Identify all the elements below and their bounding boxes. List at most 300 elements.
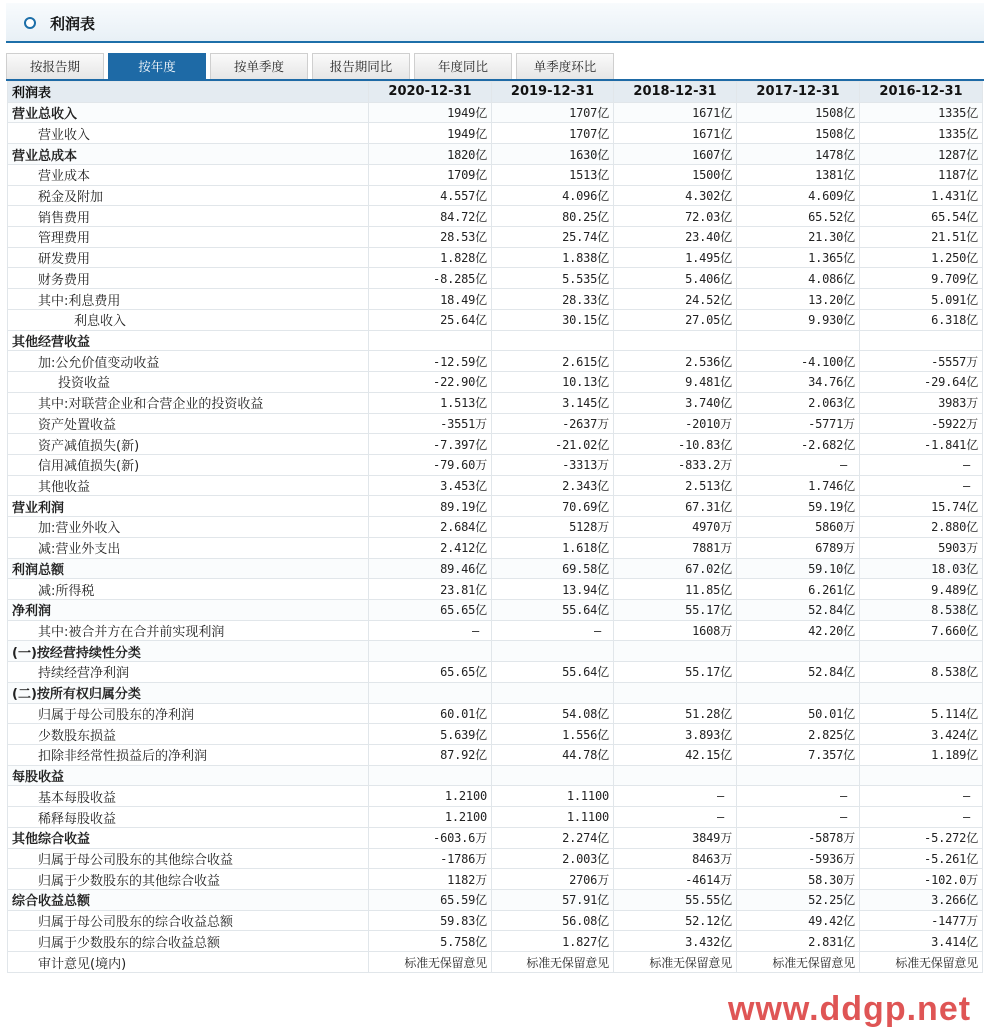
value-cell: 1.365亿 bbox=[737, 247, 860, 268]
row-label: 减:所得税 bbox=[8, 579, 369, 600]
table-row bbox=[8, 392, 983, 413]
table-row bbox=[8, 703, 983, 724]
value-cell: -833.2万 bbox=[614, 454, 737, 475]
value-cell: -5557万 bbox=[860, 351, 983, 372]
value-cell: 89.19亿 bbox=[369, 496, 492, 517]
row-label: 其中:对联营企业和合营企业的投资收益 bbox=[8, 392, 369, 413]
row-label: 基本每股收益 bbox=[8, 786, 369, 807]
row-label: 净利润 bbox=[8, 599, 369, 620]
row-label: 信用减值损失(新) bbox=[8, 454, 369, 475]
value-cell: 1.431亿 bbox=[860, 185, 983, 206]
value-cell: 34.76亿 bbox=[737, 372, 860, 393]
value-cell: 2.003亿 bbox=[492, 848, 614, 869]
value-cell: 67.31亿 bbox=[614, 496, 737, 517]
table-row bbox=[8, 745, 983, 766]
value-cell: 58.30万 bbox=[737, 869, 860, 890]
value-cell: — bbox=[614, 786, 737, 807]
value-cell: 6789万 bbox=[737, 537, 860, 558]
value-cell: 1182万 bbox=[369, 869, 492, 890]
value-cell: 42.15亿 bbox=[614, 745, 737, 766]
value-cell: 1478亿 bbox=[737, 144, 860, 165]
value-cell: 4.302亿 bbox=[614, 185, 737, 206]
value-cell: 55.55亿 bbox=[614, 890, 737, 911]
value-cell: 13.20亿 bbox=[737, 289, 860, 310]
table-row bbox=[8, 102, 983, 123]
table-header-row bbox=[8, 82, 983, 103]
value-cell: 1508亿 bbox=[737, 123, 860, 144]
row-label: 财务费用 bbox=[8, 268, 369, 289]
table-row bbox=[8, 227, 983, 248]
value-cell: -4.100亿 bbox=[737, 351, 860, 372]
value-cell: 87.92亿 bbox=[369, 745, 492, 766]
header-date-cell: 2016-12-31 bbox=[860, 82, 983, 103]
value-cell: 1630亿 bbox=[492, 144, 614, 165]
value-cell: — bbox=[737, 786, 860, 807]
value-cell: 67.02亿 bbox=[614, 558, 737, 579]
value-cell: 30.15亿 bbox=[492, 309, 614, 330]
value-cell: 4.609亿 bbox=[737, 185, 860, 206]
table-row bbox=[8, 164, 983, 185]
row-label: (二)按所有权归属分类 bbox=[8, 682, 369, 703]
value-cell: 1.250亿 bbox=[860, 247, 983, 268]
value-cell: 标准无保留意见 bbox=[737, 952, 860, 973]
tab-1[interactable]: 按报告期 bbox=[6, 53, 104, 79]
watermark: www.ddgp.net bbox=[728, 990, 972, 1028]
row-label: 归属于母公司股东的其他综合收益 bbox=[8, 848, 369, 869]
value-cell: 1671亿 bbox=[614, 102, 737, 123]
table-row bbox=[8, 496, 983, 517]
value-cell: 51.28亿 bbox=[614, 703, 737, 724]
header-date-cell: 2020-12-31 bbox=[369, 82, 492, 103]
value-cell: 1.1100 bbox=[492, 807, 614, 828]
value-cell: 44.78亿 bbox=[492, 745, 614, 766]
value-cell: — bbox=[860, 475, 983, 496]
value-cell: 59.10亿 bbox=[737, 558, 860, 579]
value-cell: 59.83亿 bbox=[369, 910, 492, 931]
value-cell: -79.60万 bbox=[369, 454, 492, 475]
table-row bbox=[8, 931, 983, 952]
table-row bbox=[8, 289, 983, 310]
value-cell: 1.827亿 bbox=[492, 931, 614, 952]
value-cell: 3983万 bbox=[860, 392, 983, 413]
value-cell: 10.13亿 bbox=[492, 372, 614, 393]
value-cell bbox=[737, 765, 860, 786]
value-cell: 18.03亿 bbox=[860, 558, 983, 579]
table-row bbox=[8, 662, 983, 683]
value-cell: — bbox=[737, 454, 860, 475]
row-label: 稀释每股收益 bbox=[8, 807, 369, 828]
tab-3[interactable]: 按单季度 bbox=[210, 53, 308, 79]
value-cell: 2706万 bbox=[492, 869, 614, 890]
value-cell: -29.64亿 bbox=[860, 372, 983, 393]
value-cell: 9.930亿 bbox=[737, 309, 860, 330]
value-cell: 70.69亿 bbox=[492, 496, 614, 517]
table-row bbox=[8, 454, 983, 475]
value-cell: 5860万 bbox=[737, 517, 860, 538]
value-cell bbox=[614, 641, 737, 662]
value-cell: 57.91亿 bbox=[492, 890, 614, 911]
value-cell: — bbox=[369, 620, 492, 641]
value-cell: 1.513亿 bbox=[369, 392, 492, 413]
value-cell: 1.618亿 bbox=[492, 537, 614, 558]
table-row bbox=[8, 620, 983, 641]
row-label: 税金及附加 bbox=[8, 185, 369, 206]
value-cell: -2010万 bbox=[614, 413, 737, 434]
value-cell: -10.83亿 bbox=[614, 434, 737, 455]
value-cell: 2.684亿 bbox=[369, 517, 492, 538]
value-cell bbox=[492, 641, 614, 662]
value-cell: 1381亿 bbox=[737, 164, 860, 185]
value-cell: -5771万 bbox=[737, 413, 860, 434]
value-cell: 1709亿 bbox=[369, 164, 492, 185]
row-label: (一)按经营持续性分类 bbox=[8, 641, 369, 662]
row-label: 营业利润 bbox=[8, 496, 369, 517]
value-cell bbox=[737, 330, 860, 351]
table-row bbox=[8, 827, 983, 848]
table-row bbox=[8, 910, 983, 931]
value-cell: 1.838亿 bbox=[492, 247, 614, 268]
row-label: 营业成本 bbox=[8, 164, 369, 185]
value-cell: 1.2100 bbox=[369, 786, 492, 807]
table-row bbox=[8, 641, 983, 662]
row-label: 归属于母公司股东的综合收益总额 bbox=[8, 910, 369, 931]
value-cell: 4.557亿 bbox=[369, 185, 492, 206]
value-cell: 49.42亿 bbox=[737, 910, 860, 931]
value-cell bbox=[860, 641, 983, 662]
value-cell: 1.495亿 bbox=[614, 247, 737, 268]
value-cell: 标准无保留意见 bbox=[492, 952, 614, 973]
row-label: 研发费用 bbox=[8, 247, 369, 268]
value-cell: 55.17亿 bbox=[614, 599, 737, 620]
value-cell: -8.285亿 bbox=[369, 268, 492, 289]
value-cell: 标准无保留意见 bbox=[614, 952, 737, 973]
value-cell: 2.412亿 bbox=[369, 537, 492, 558]
value-cell bbox=[369, 765, 492, 786]
value-cell: -4614万 bbox=[614, 869, 737, 890]
value-cell: 2.831亿 bbox=[737, 931, 860, 952]
value-cell: 6.318亿 bbox=[860, 309, 983, 330]
tab-4[interactable]: 报告期同比 bbox=[312, 53, 410, 79]
row-label: 减:营业外支出 bbox=[8, 537, 369, 558]
value-cell: 4.096亿 bbox=[492, 185, 614, 206]
value-cell: 52.84亿 bbox=[737, 599, 860, 620]
value-cell: — bbox=[860, 454, 983, 475]
value-cell: 50.01亿 bbox=[737, 703, 860, 724]
value-cell: -5878万 bbox=[737, 827, 860, 848]
value-cell: 55.64亿 bbox=[492, 662, 614, 683]
value-cell: 1820亿 bbox=[369, 144, 492, 165]
row-label: 少数股东损益 bbox=[8, 724, 369, 745]
table-row bbox=[8, 206, 983, 227]
value-cell: -1786万 bbox=[369, 848, 492, 869]
table-row bbox=[8, 351, 983, 372]
value-cell bbox=[492, 682, 614, 703]
value-cell: 1187亿 bbox=[860, 164, 983, 185]
value-cell: 27.05亿 bbox=[614, 309, 737, 330]
value-cell: 1508亿 bbox=[737, 102, 860, 123]
value-cell: 54.08亿 bbox=[492, 703, 614, 724]
row-label: 加:营业外收入 bbox=[8, 517, 369, 538]
table-row bbox=[8, 869, 983, 890]
value-cell: 80.25亿 bbox=[492, 206, 614, 227]
value-cell bbox=[614, 765, 737, 786]
value-cell: -603.6万 bbox=[369, 827, 492, 848]
table-row bbox=[8, 475, 983, 496]
value-cell: 9.489亿 bbox=[860, 579, 983, 600]
value-cell: 标准无保留意见 bbox=[369, 952, 492, 973]
value-cell: 1607亿 bbox=[614, 144, 737, 165]
table-row bbox=[8, 123, 983, 144]
value-cell: -12.59亿 bbox=[369, 351, 492, 372]
value-cell: 1707亿 bbox=[492, 123, 614, 144]
value-cell: 25.74亿 bbox=[492, 227, 614, 248]
value-cell: 1949亿 bbox=[369, 123, 492, 144]
table-row bbox=[8, 599, 983, 620]
value-cell: 标准无保留意见 bbox=[860, 952, 983, 973]
value-cell: -7.397亿 bbox=[369, 434, 492, 455]
value-cell: 6.261亿 bbox=[737, 579, 860, 600]
value-cell: 5.406亿 bbox=[614, 268, 737, 289]
value-cell: 1335亿 bbox=[860, 102, 983, 123]
value-cell: -21.02亿 bbox=[492, 434, 614, 455]
value-cell: 60.01亿 bbox=[369, 703, 492, 724]
value-cell: 3.414亿 bbox=[860, 931, 983, 952]
row-label: 每股收益 bbox=[8, 765, 369, 786]
table-row bbox=[8, 434, 983, 455]
table-row bbox=[8, 413, 983, 434]
value-cell: 13.94亿 bbox=[492, 579, 614, 600]
income-statement-table bbox=[7, 81, 983, 973]
row-label: 资产减值损失(新) bbox=[8, 434, 369, 455]
row-label: 综合收益总额 bbox=[8, 890, 369, 911]
row-label: 营业总收入 bbox=[8, 102, 369, 123]
row-label: 其他收益 bbox=[8, 475, 369, 496]
value-cell bbox=[860, 330, 983, 351]
value-cell: -5936万 bbox=[737, 848, 860, 869]
table-row bbox=[8, 848, 983, 869]
value-cell: 1.746亿 bbox=[737, 475, 860, 496]
value-cell: 1671亿 bbox=[614, 123, 737, 144]
value-cell: -22.90亿 bbox=[369, 372, 492, 393]
row-label: 其他综合收益 bbox=[8, 827, 369, 848]
value-cell: 18.49亿 bbox=[369, 289, 492, 310]
table-row bbox=[8, 558, 983, 579]
value-cell: 42.20亿 bbox=[737, 620, 860, 641]
value-cell: 56.08亿 bbox=[492, 910, 614, 931]
tab-5[interactable]: 年度同比 bbox=[414, 53, 512, 79]
value-cell: — bbox=[860, 807, 983, 828]
table-row bbox=[8, 185, 983, 206]
value-cell: 55.64亿 bbox=[492, 599, 614, 620]
value-cell: 9.481亿 bbox=[614, 372, 737, 393]
table-row bbox=[8, 537, 983, 558]
value-cell: — bbox=[492, 620, 614, 641]
table-row bbox=[8, 724, 983, 745]
row-label: 归属于少数股东的其他综合收益 bbox=[8, 869, 369, 890]
table-row bbox=[8, 890, 983, 911]
value-cell bbox=[492, 330, 614, 351]
value-cell: 65.59亿 bbox=[369, 890, 492, 911]
row-label: 资产处置收益 bbox=[8, 413, 369, 434]
value-cell: 1335亿 bbox=[860, 123, 983, 144]
table-row bbox=[8, 952, 983, 973]
value-cell: 3.453亿 bbox=[369, 475, 492, 496]
value-cell: 59.19亿 bbox=[737, 496, 860, 517]
row-label: 营业收入 bbox=[8, 123, 369, 144]
value-cell: -5922万 bbox=[860, 413, 983, 434]
value-cell: 69.58亿 bbox=[492, 558, 614, 579]
row-label: 归属于少数股东的综合收益总额 bbox=[8, 931, 369, 952]
value-cell: 2.343亿 bbox=[492, 475, 614, 496]
tab-2[interactable]: 按年度 bbox=[108, 53, 206, 79]
value-cell: 7.357亿 bbox=[737, 745, 860, 766]
row-label: 其他经营收益 bbox=[8, 330, 369, 351]
value-cell: 65.65亿 bbox=[369, 599, 492, 620]
table-row bbox=[8, 309, 983, 330]
value-cell: 8463万 bbox=[614, 848, 737, 869]
value-cell: 5.535亿 bbox=[492, 268, 614, 289]
value-cell bbox=[737, 682, 860, 703]
value-cell: 7.660亿 bbox=[860, 620, 983, 641]
table-row bbox=[8, 807, 983, 828]
value-cell: 25.64亿 bbox=[369, 309, 492, 330]
value-cell: 65.52亿 bbox=[737, 206, 860, 227]
table-row bbox=[8, 268, 983, 289]
value-cell bbox=[860, 682, 983, 703]
value-cell bbox=[369, 682, 492, 703]
value-cell: 11.85亿 bbox=[614, 579, 737, 600]
value-cell: 1500亿 bbox=[614, 164, 737, 185]
value-cell: 2.536亿 bbox=[614, 351, 737, 372]
value-cell: 5903万 bbox=[860, 537, 983, 558]
value-cell bbox=[737, 641, 860, 662]
row-label: 营业总成本 bbox=[8, 144, 369, 165]
value-cell: 28.33亿 bbox=[492, 289, 614, 310]
value-cell: 1.1100 bbox=[492, 786, 614, 807]
row-label: 其中:被合并方在合并前实现利润 bbox=[8, 620, 369, 641]
value-cell: 4.086亿 bbox=[737, 268, 860, 289]
table-row bbox=[8, 786, 983, 807]
value-cell: -5.261亿 bbox=[860, 848, 983, 869]
row-label: 管理费用 bbox=[8, 227, 369, 248]
row-label: 销售费用 bbox=[8, 206, 369, 227]
value-cell: 8.538亿 bbox=[860, 599, 983, 620]
value-cell: 65.65亿 bbox=[369, 662, 492, 683]
value-cell: 3.424亿 bbox=[860, 724, 983, 745]
value-cell: — bbox=[860, 786, 983, 807]
value-cell: -2.682亿 bbox=[737, 434, 860, 455]
value-cell: 21.30亿 bbox=[737, 227, 860, 248]
value-cell: 2.063亿 bbox=[737, 392, 860, 413]
row-label: 扣除非经常性损益后的净利润 bbox=[8, 745, 369, 766]
row-label: 加:公允价值变动收益 bbox=[8, 351, 369, 372]
value-cell: 55.17亿 bbox=[614, 662, 737, 683]
value-cell: 1608万 bbox=[614, 620, 737, 641]
value-cell: 2.615亿 bbox=[492, 351, 614, 372]
value-cell: -3551万 bbox=[369, 413, 492, 434]
row-label: 归属于母公司股东的净利润 bbox=[8, 703, 369, 724]
value-cell: — bbox=[614, 807, 737, 828]
value-cell: 3.432亿 bbox=[614, 931, 737, 952]
row-label: 投资收益 bbox=[8, 372, 369, 393]
value-cell: 5.091亿 bbox=[860, 289, 983, 310]
value-cell: 3.740亿 bbox=[614, 392, 737, 413]
value-cell: 5128万 bbox=[492, 517, 614, 538]
page-title: 利润表 bbox=[50, 15, 96, 33]
value-cell: 72.03亿 bbox=[614, 206, 737, 227]
value-cell: 3.893亿 bbox=[614, 724, 737, 745]
row-label: 利润总额 bbox=[8, 558, 369, 579]
value-cell: 1.556亿 bbox=[492, 724, 614, 745]
value-cell: 1513亿 bbox=[492, 164, 614, 185]
table-row bbox=[8, 517, 983, 538]
value-cell: 2.513亿 bbox=[614, 475, 737, 496]
value-cell: 9.709亿 bbox=[860, 268, 983, 289]
tab-6[interactable]: 单季度环比 bbox=[516, 53, 614, 79]
value-cell: 3.145亿 bbox=[492, 392, 614, 413]
value-cell: -102.0万 bbox=[860, 869, 983, 890]
value-cell: 5.639亿 bbox=[369, 724, 492, 745]
row-label: 持续经营净利润 bbox=[8, 662, 369, 683]
value-cell: 2.880亿 bbox=[860, 517, 983, 538]
header-date-cell: 2017-12-31 bbox=[737, 82, 860, 103]
value-cell: 15.74亿 bbox=[860, 496, 983, 517]
value-cell: 1287亿 bbox=[860, 144, 983, 165]
value-cell: -1.841亿 bbox=[860, 434, 983, 455]
table-row bbox=[8, 682, 983, 703]
value-cell: -1477万 bbox=[860, 910, 983, 931]
value-cell: 52.25亿 bbox=[737, 890, 860, 911]
value-cell bbox=[369, 330, 492, 351]
value-cell: 84.72亿 bbox=[369, 206, 492, 227]
value-cell: 5.758亿 bbox=[369, 931, 492, 952]
value-cell bbox=[614, 330, 737, 351]
value-cell: 52.84亿 bbox=[737, 662, 860, 683]
table-row bbox=[8, 247, 983, 268]
row-label: 审计意见(境内) bbox=[8, 952, 369, 973]
circle-bullet-icon bbox=[24, 17, 36, 29]
header-date-cell: 2018-12-31 bbox=[614, 82, 737, 103]
value-cell bbox=[860, 765, 983, 786]
value-cell: 5.114亿 bbox=[860, 703, 983, 724]
value-cell: 4970万 bbox=[614, 517, 737, 538]
header-date-cell: 2019-12-31 bbox=[492, 82, 614, 103]
value-cell bbox=[614, 682, 737, 703]
value-cell: 8.538亿 bbox=[860, 662, 983, 683]
value-cell: 1707亿 bbox=[492, 102, 614, 123]
value-cell: 21.51亿 bbox=[860, 227, 983, 248]
table-row bbox=[8, 144, 983, 165]
value-cell: 65.54亿 bbox=[860, 206, 983, 227]
value-cell: 1.2100 bbox=[369, 807, 492, 828]
value-cell: 2.825亿 bbox=[737, 724, 860, 745]
row-label: 其中:利息费用 bbox=[8, 289, 369, 310]
value-cell: -2637万 bbox=[492, 413, 614, 434]
value-cell: 23.40亿 bbox=[614, 227, 737, 248]
value-cell bbox=[492, 765, 614, 786]
value-cell: 2.274亿 bbox=[492, 827, 614, 848]
table-row bbox=[8, 765, 983, 786]
value-cell: 1949亿 bbox=[369, 102, 492, 123]
table-row bbox=[8, 579, 983, 600]
value-cell: 24.52亿 bbox=[614, 289, 737, 310]
table-row bbox=[8, 372, 983, 393]
value-cell: -5.272亿 bbox=[860, 827, 983, 848]
page-header bbox=[6, 3, 984, 43]
value-cell: 1.189亿 bbox=[860, 745, 983, 766]
value-cell: 23.81亿 bbox=[369, 579, 492, 600]
value-cell: 89.46亿 bbox=[369, 558, 492, 579]
